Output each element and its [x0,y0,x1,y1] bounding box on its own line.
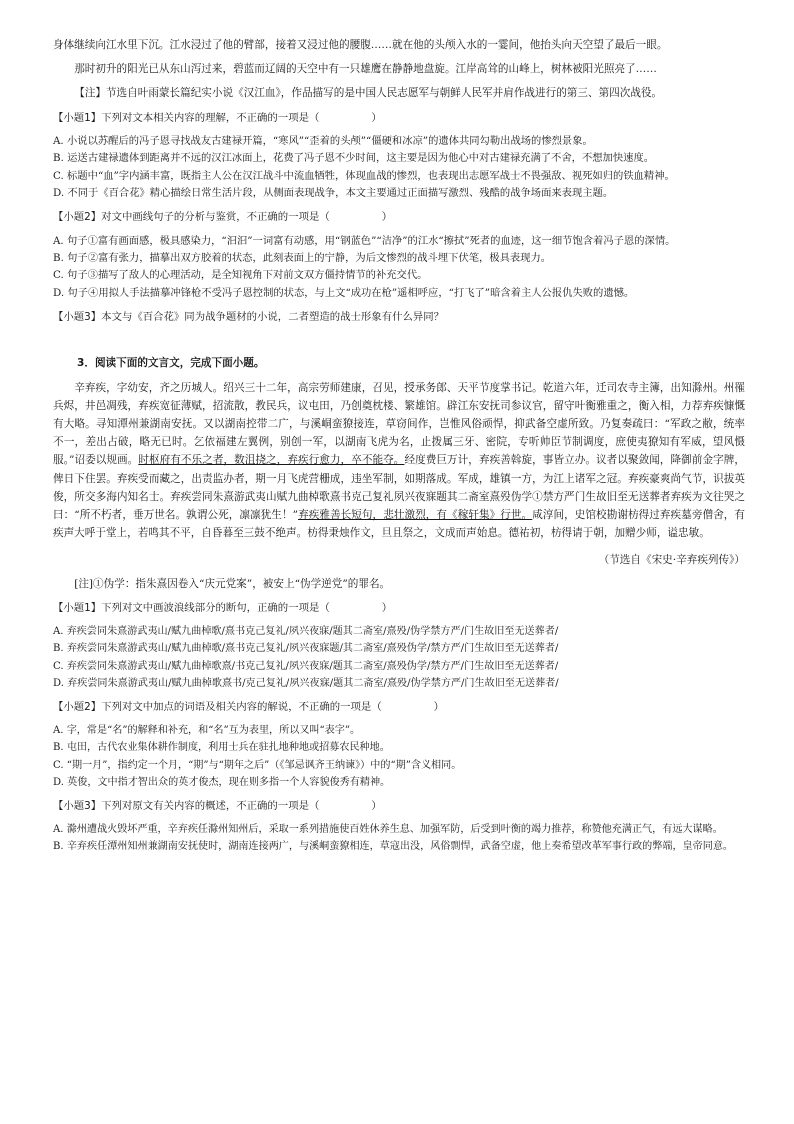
question-stem: 【小题2】下列对文中加点的词语及相关内容的解说，不正确的一项是（ ） [53,700,445,713]
option-a: A. 句子①富有画面感，极具感染力，“汩汩”一词富有动感，用“钢蓝色”“洁净”的江水“擦拭”死者的血迹，这一细节饱含着冯子恩的深情。 [53,234,676,247]
question-stem: 【小题2】对文中画线句子的分析与鉴赏，不正确的一项是（ ） [53,211,393,224]
option-b: B. 辛弃疾任潭州知州兼湖南安抚使时，湖南连接两广，与溪峒蛮獠相连，草寇出没，风俗剽悍，武备空虚，他上奏希望改革军事行政的弊端，皇帝同意。 [53,841,734,853]
source-citation: （节选自《宋史·辛弃疾列传》） [598,553,745,566]
option-d: D. 英俊，文中指才智出众的英才俊杰，现在则多指一个人容貌俊秀有精神。 [53,776,391,788]
option-d: D. 不同于《百合花》精心描绘日常生活片段，从侧面表现战争，本文主要通过正面描写激烈、残酷的战争场面来表现主题。 [53,187,614,200]
passage-text: 飞虎营栅成，违坐军制，如期落成。军成，雄镇一方，为江上诸军之冠。弃疾豪爽尚气节，识拔英俊，所交多海内知名士。弃疾尝同朱熹游武夷山赋九曲棹歌熹书克己复礼夙兴夜寐题其二斋室熹殁伪学①禁方严门生故旧至无送葬者弃疾为文往哭之曰：“所不朽者，垂万世名。孰谓公死，凛凛犹生！” [53,472,746,522]
story-paragraph: 那时初升的阳光已从东山泻过来，碧蓝而辽阔的天空中有一只雄鹰在静静地盘旋。江岸高耸的山峰上，树林被阳光照亮了…… [74,63,657,76]
option-a: A. 滁州遭战火毁坏严重，辛弃疾任滁州知州后，采取一系列措施使百姓休养生息、加强军防，后受到叶衡的竭力推荐，称赞他充满正气，有远大谋略。 [53,824,723,836]
question-stem: 【小题1】下列对文本相关内容的理解，不正确的一项是（ ） [53,111,382,124]
option-a: A. 字，常是“名”的解释和补充，和“名”互为表里，所以又叫“表字”。 [53,725,361,737]
option-a: A. 小说以苏醒后的冯子恩寻找战友古建禄开篇，“寒风”“歪着的头颅”“僵硬和冰凉”的遗体共同勾勒出战场的惨烈景象。 [53,134,593,147]
option-c: C. “期一月”，指约定一个月，“期”与“期年之后”（《邹忌讽齐王纳谏》）中的“期”含义相同。 [53,759,462,771]
passage-text: 辛弃疾，字幼安，齐之历城人。绍兴三十二年，高宗劳师建康，召见，授承务郎、天平节度掌书记。乾道六年，迁司农寺主簿，出知滁州。州罹兵烬，井邑凋残，弃疾宽征薄赋，招流散，教民兵，议屯田，乃创奠枕楼、繁雄馆。辟江东安抚司参议官，留守叶衡雅重之，衡入相，力荐弃疾慷慨有大略。寻知潭州兼湖南安抚。又以湖南控带二广，与溪峒蛮獠接连，草窃间作，岂惟风俗顽悍，抑武备空虚所致。乃复奏疏曰：“军政之敝，统率不一，差出占破，略无已时。乞依福建左翼例，别创一军，以湖南飞虎为名，止拨属三牙、密院，专听帅臣节制调度，庶使夷獠知有军威，望风慑服。”诏委以规画。 [53,381,745,467]
option-c: C. 标题中“血”字内涵丰富，既指主人公在汉江战斗中流血牺牲，体现血战的惨烈，也表现出志愿军战士不畏强敌、视死如归的铁血精神。 [53,169,675,182]
option-b: B. 运送古建禄遗体到距离并不远的汉江冰面上，花费了冯子恩不少时间，这主要是因为他心中对古建禄充满了不舍，不想加快速度。 [53,152,655,165]
option-d: D. 弃疾尝同朱熹游武夷山/赋九曲棹歌熹书/克己复礼/夙兴夜寐/题其二斋室/熹殁/伪学禁方严/门生故旧至无送葬者/ [53,677,559,689]
option-a: A. 弃疾尝同朱熹游武夷山/赋九曲棹歌/熹书克己复礼/夙兴夜寐/题其二斋室/熹殁/伪学禁方严/门生故旧至无送葬者/ [53,626,559,638]
option-b: B. 弃疾尝同朱熹游武夷山/赋九曲棹歌/熹书克己复礼/夙兴夜寐题/其二斋室/熹殁伪学/禁方严/门生故旧至无送葬者/ [53,643,559,655]
option-b: B. 屯田，古代农业集体耕作制度，利用士兵在驻扎地种地或招募农民种地。 [53,742,390,754]
dotted-term: 期一月 [255,472,288,485]
option-d: D. 句子④用拟人手法描摹冲锋枪不受冯子恩控制的状态，与上文“成功在枪”遥相呼应，“打飞了”暗含着主人公报仇失败的遗憾。 [53,286,635,299]
question-stem: 【小题1】下列对文中画波浪线部分的断句，正确的一项是（ ） [53,601,393,614]
footnote: [注]①伪学：指朱熹因卷入“庆元党案”，被安上“伪学逆党”的罪名。 [74,577,391,590]
option-c: C. 弃疾尝同朱熹游武夷山/赋九曲棹歌熹/书克己复礼/夙兴夜寐/题其二斋室/熹殁伪学/禁方严/门生故旧至无送葬者/ [53,660,559,672]
question-stem: 【小题3】下列对原文有关内容的概述，不正确的一项是（ ） [53,799,382,812]
document-page [53,36,745,856]
question-stem: 【小题3】本文与《百合花》同为战争题材的小说，二者塑造的战士形象有什么异同？ [53,311,445,324]
classical-passage [53,379,745,543]
section-heading: 3．阅读下面的文言文，完成下面小题。 [77,357,265,370]
underlined-sentence: 时枢府有不乐之者，数沮挠之，弃疾行愈力，卒不能夺。 [138,454,405,467]
option-c: C. 句子③描写了敌人的心理活动，是全知视角下对前文双方僵持情节的补充交代。 [53,269,428,282]
option-b: B. 句子②富有张力，描摹出双方胶着的状态，此刻表面上的宁静，为后文惨烈的战斗埋下伏笔，极具表现力。 [53,252,552,265]
underlined-sentence: 弃疾雅善长短句，悲壮激烈，有《稼轩集》行世。 [298,509,533,522]
passage-text: 咸淳间，史馆校勘谢枋得过弃疾墓旁僧舍，有疾声大呼于堂上，若鸣其不平，自昏暮至三鼓不绝声。枋得秉烛作文，旦且祭之，文成而声始息。德祐初，枋得请于朝，加赠少师，谥忠敏。 [53,509,745,540]
story-note: 【注】节选自叶雨蒙长篇纪实小说《汉江血》，作品描写的是中国人民志愿军与朝鲜人民军并肩作战进行的第三、第四次战役。 [74,87,663,100]
passage-text: 经度费巨万计，弃疾善斡旋，事皆立办。议者以聚敛闻，降御前金字牌，俾日下住罢。弃疾受而藏之，出责监办者， [53,454,745,485]
story-paragraph: 身体继续向江水里下沉。江水浸过了他的臂部，接着又浸过他的腰腹……就在他的头颅入水的一霎间，他抬头向天空望了最后一眼。 [53,39,668,51]
